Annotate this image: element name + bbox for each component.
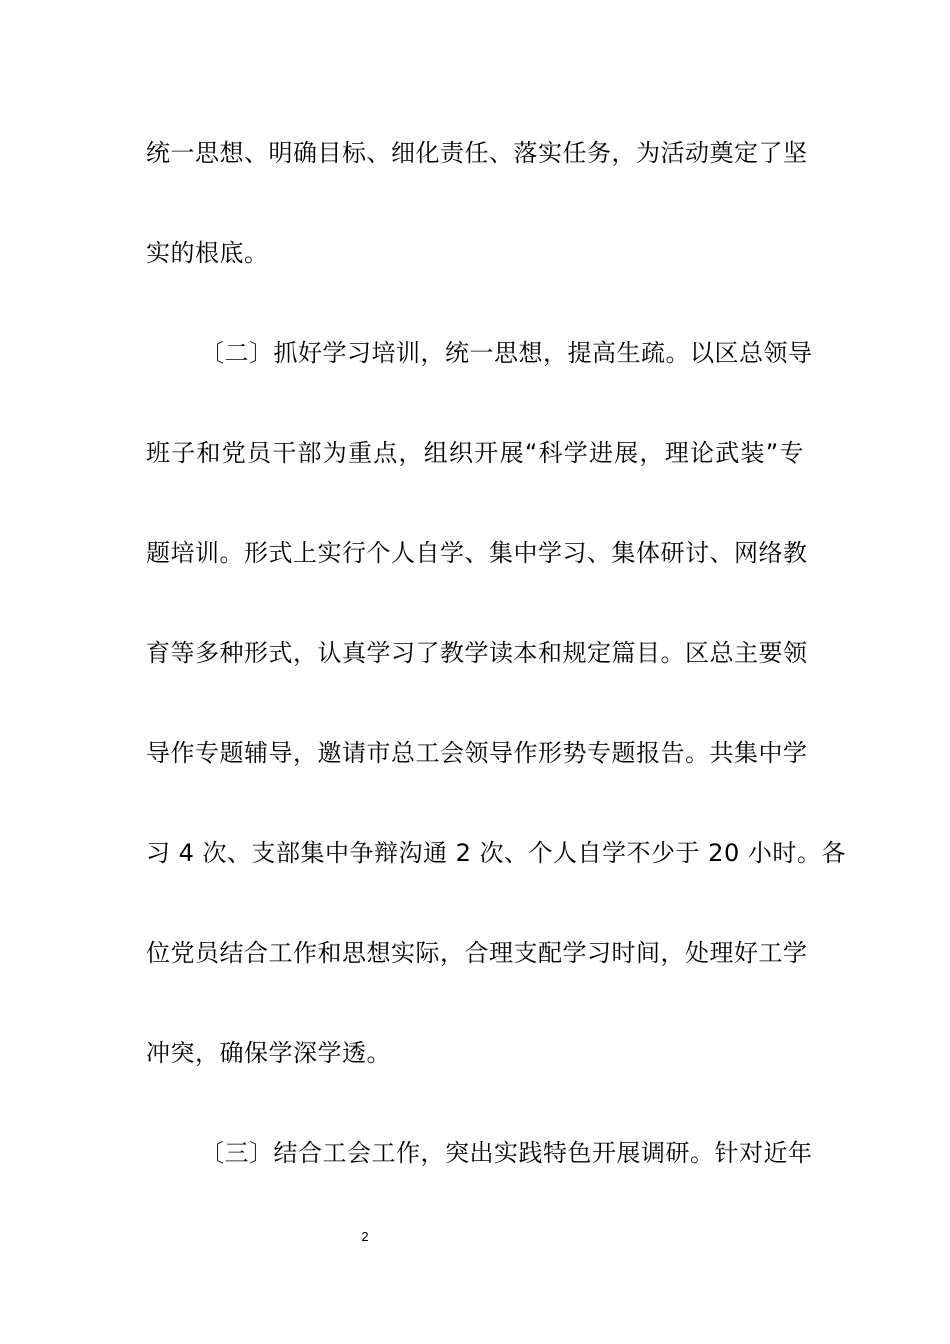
text-line-7: 导作专题辅导，邀请市总工会领导作形势专题报告。共集中学 [146, 739, 808, 767]
text-line-4: 班子和党员干部为重点，组织开展“科学进展，理论武装”专 [146, 439, 804, 467]
text-line-11: 〔三〕结合工会工作，突出实践特色开展调研。针对近年 [200, 1139, 813, 1167]
text-line-5: 题培训。形式上实行个人自学、集中学习、集体研讨、网络教 [146, 539, 808, 567]
text-line-9: 位党员结合工作和思想实际，合理支配学习时间，处理好工学 [146, 939, 808, 967]
text-line-1: 统一思想、明确目标、细化责任、落实任务，为活动奠定了坚 [146, 139, 808, 167]
text-line-3: 〔二〕抓好学习培训，统一思想，提高生疏。以区总领导 [200, 339, 813, 367]
text-line-8: 习 4 次、支部集中争辩沟通 2 次、个人自学不少于 20 小时。各 [146, 839, 846, 867]
text-line-2: 实的根底。 [146, 239, 269, 267]
text-line-6: 育等多种形式，认真学习了教学读本和规定篇目。区总主要领 [146, 639, 808, 667]
text-line-10: 冲突，确保学深学透。 [146, 1039, 391, 1067]
page-number: 2 [361, 1229, 369, 1244]
